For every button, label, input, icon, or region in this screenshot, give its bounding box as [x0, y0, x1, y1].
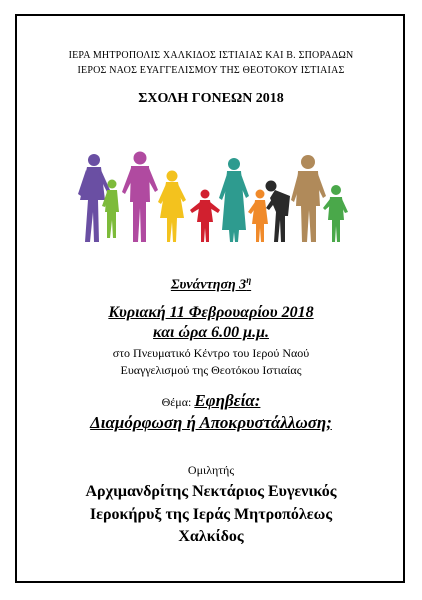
speaker-name: Αρχιμανδρίτης Νεκτάριος Ευγενικός: [85, 483, 337, 500]
topic-title: Εφηβεία:: [194, 391, 261, 410]
figure-child-red-icon: [190, 190, 220, 243]
speaker-label: Ομιλητής: [187, 463, 235, 477]
school-title: ΣΧΟΛΗ ΓΟΝΕΩΝ 2018: [138, 91, 284, 106]
meeting-time: και ώρα 6.00 μ.μ.: [153, 324, 269, 341]
figure-grandfather-tan-icon: [291, 155, 326, 242]
speaker-role: Ιεροκήρυξ της Ιεράς Μητροπόλεως: [89, 506, 333, 523]
topic-label: Θέμα:: [161, 395, 192, 409]
figure-man-magenta-icon: [122, 152, 158, 243]
figure-child-green-2-icon: [323, 185, 348, 242]
meeting-number: Συνάντηση $3^\eta$: [170, 275, 252, 293]
figure-child-orange-icon: [248, 190, 268, 243]
topic-subtitle: Διαμόρφωση ή Αποκρυστάλλωση;: [90, 413, 332, 432]
figure-woman-teal-icon: [219, 158, 249, 242]
meeting-date: Κυριακή 11 Φεβρουαρίου 2018: [108, 304, 314, 321]
org-line-2: ΙΕΡΟΣ ΝΑΟΣ ΕΥΑΓΓΕΛΙΣΜΟΥ ΤΗΣ ΘΕΟΤΟΚΟΥ ΙΣΤΙΑΙΑΣ: [77, 65, 345, 76]
org-line-1: ΙΕΡΑ ΜΗΤΡΟΠΟΛΙΣ ΧΑΛΚΙΔΟΣ ΙΣΤΙΑΙΑΣ ΚΑΙ Β. ΣΠΟΡΑΔΩΝ: [68, 50, 354, 61]
venue-line-1: στο Πνευματικό Κέντρο του Ιερού Ναού: [112, 346, 310, 360]
topic-line: [0, 391, 422, 411]
figure-man-dark-icon: [266, 181, 291, 243]
venue-line-2: Ευαγγελισμού της Θεοτόκου Ιστιαίας: [120, 363, 302, 377]
figure-child-green-icon: [102, 180, 119, 239]
family-silhouettes-icon: [72, 150, 352, 252]
figure-girl-yellow-icon: [158, 171, 186, 243]
speaker-city: Χαλκίδος: [178, 528, 244, 545]
